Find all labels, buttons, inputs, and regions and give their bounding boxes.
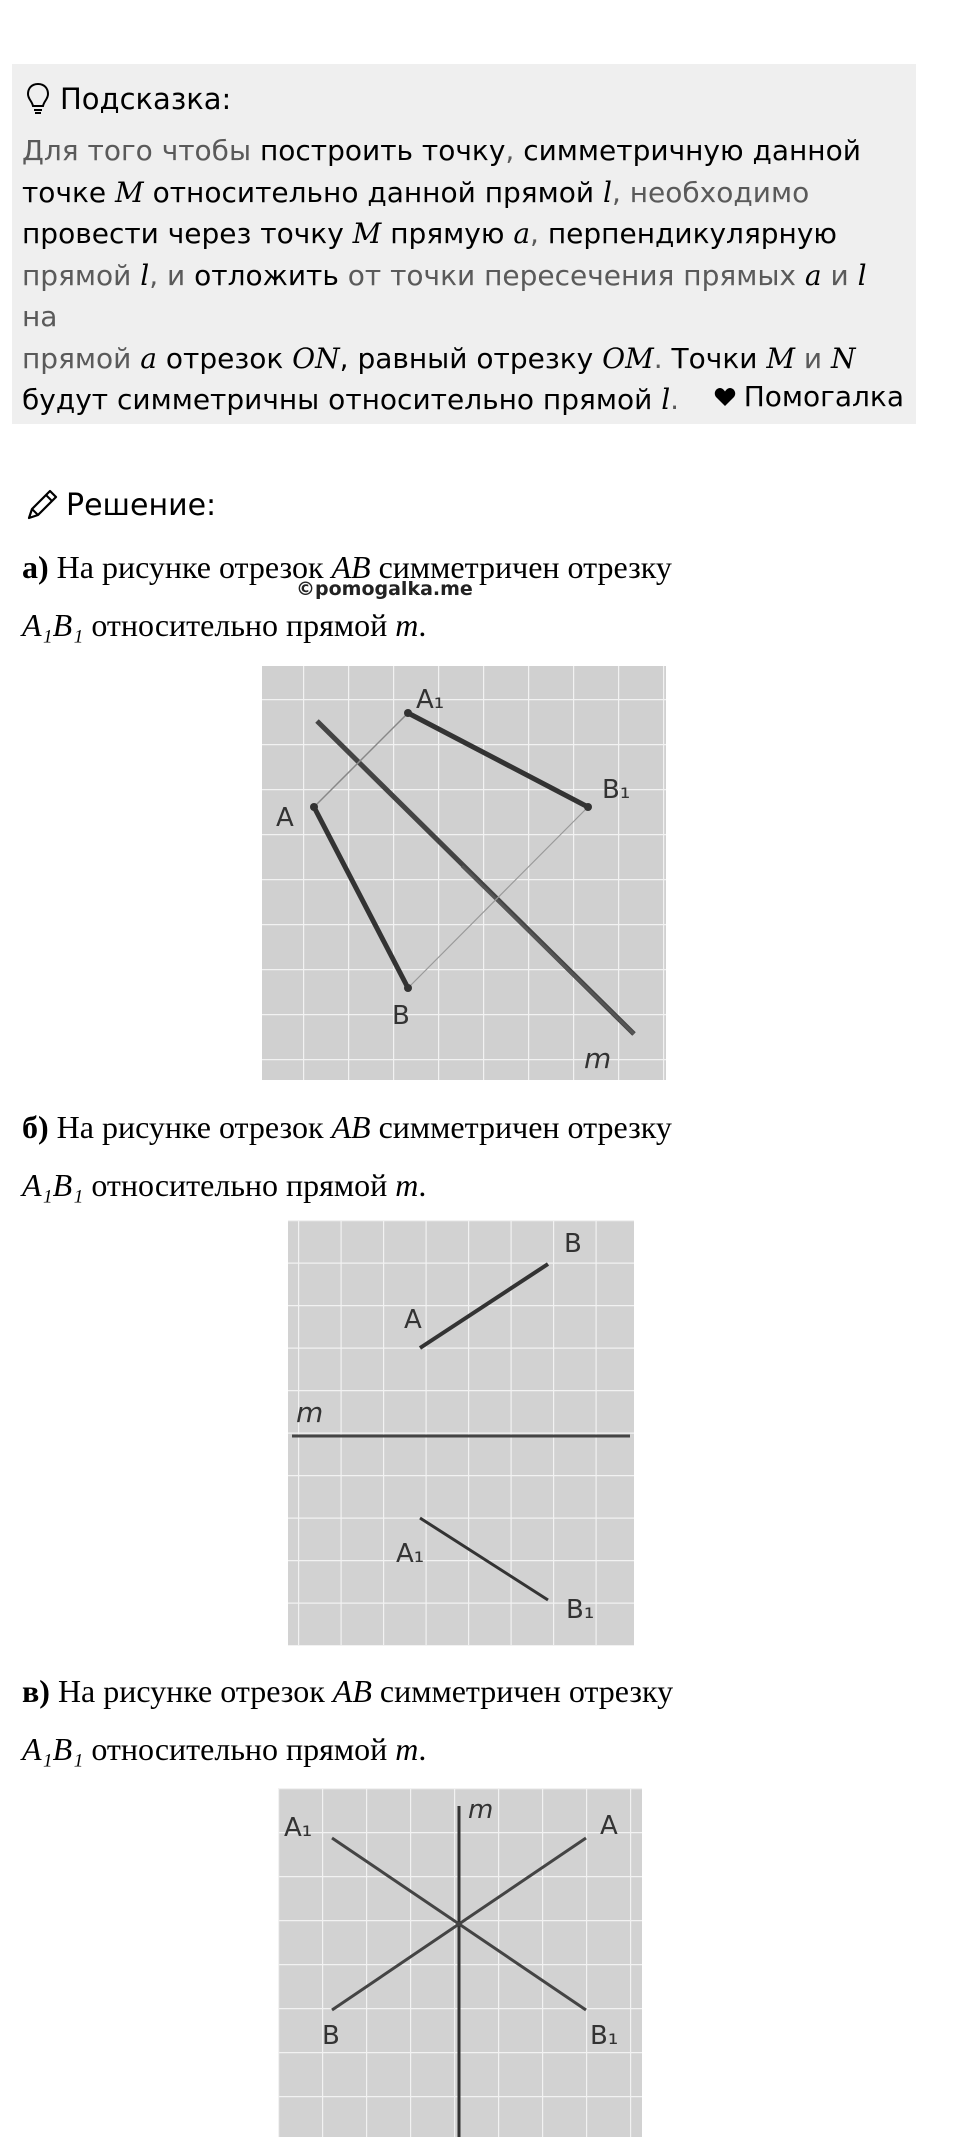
hint-line-1: Для того чтобы построить точку, симметричную данной (22, 134, 861, 167)
hint-header (26, 74, 231, 124)
task-b-line-1: б) На рисунке отрезок AB симметричен отрезку (22, 1109, 672, 1145)
label-b1: B₁ (590, 2021, 619, 2051)
task-b (22, 1098, 672, 1214)
hint-line-4: прямой l, и отложить от точки пересечения прямых a и l на (22, 258, 867, 333)
label-m: m (584, 1042, 612, 1075)
label-a1: A₁ (416, 685, 445, 715)
label-a: A (404, 1305, 422, 1335)
label-a: A (600, 1811, 618, 1841)
task-a-line-2: A₁B₁ относительно прямой m. (22, 607, 427, 643)
task-c (22, 1662, 673, 1778)
label-a1: A₁ (396, 1539, 425, 1569)
hint-line-6: будут симметричны относительно прямой l. (22, 383, 680, 416)
figure-a (262, 666, 666, 1080)
label-b: B (392, 1001, 410, 1031)
task-a-line-1: а) На рисунке отрезок AB симметричен отрезку (22, 549, 672, 585)
watermark: ©pomogalka.me (296, 578, 473, 600)
hint-title: Подсказка: (60, 82, 232, 116)
task-c-line-2: A₁B₁ относительно прямой m. (22, 1731, 427, 1767)
figure-b (288, 1220, 634, 1646)
hint-line-2: точке M относительно данной прямой l, необходимо (22, 175, 810, 209)
hint-text (22, 130, 902, 421)
brand-name: Помогалка (743, 380, 904, 413)
lightbulb-icon (26, 82, 50, 116)
pencil-icon (24, 487, 60, 523)
hint-line-5: прямой a отрезок ON, равный отрезку OM. Точки M и N (22, 341, 856, 375)
label-m: m (296, 1396, 324, 1429)
label-m: m (468, 1795, 494, 1825)
task-b-line-2: A₁B₁ относительно прямой m. (22, 1167, 427, 1203)
brand (714, 380, 904, 413)
label-b: B (322, 2021, 340, 2051)
label-b: B (564, 1229, 582, 1259)
label-b1: B₁ (602, 775, 631, 805)
heart-icon (714, 387, 736, 407)
label-b1: B₁ (566, 1595, 595, 1625)
figure-c (278, 1788, 642, 2137)
hint-line-3: провести через точку M прямую a, перпендикулярную (22, 217, 838, 250)
label-a: A (276, 803, 294, 833)
task-c-line-1: в) На рисунке отрезок AB симметричен отрезку (22, 1673, 674, 1709)
hint-box (12, 64, 916, 424)
label-a1: A₁ (284, 1813, 313, 1843)
solution-title: Решение: (66, 487, 217, 523)
solution-header (24, 482, 216, 528)
